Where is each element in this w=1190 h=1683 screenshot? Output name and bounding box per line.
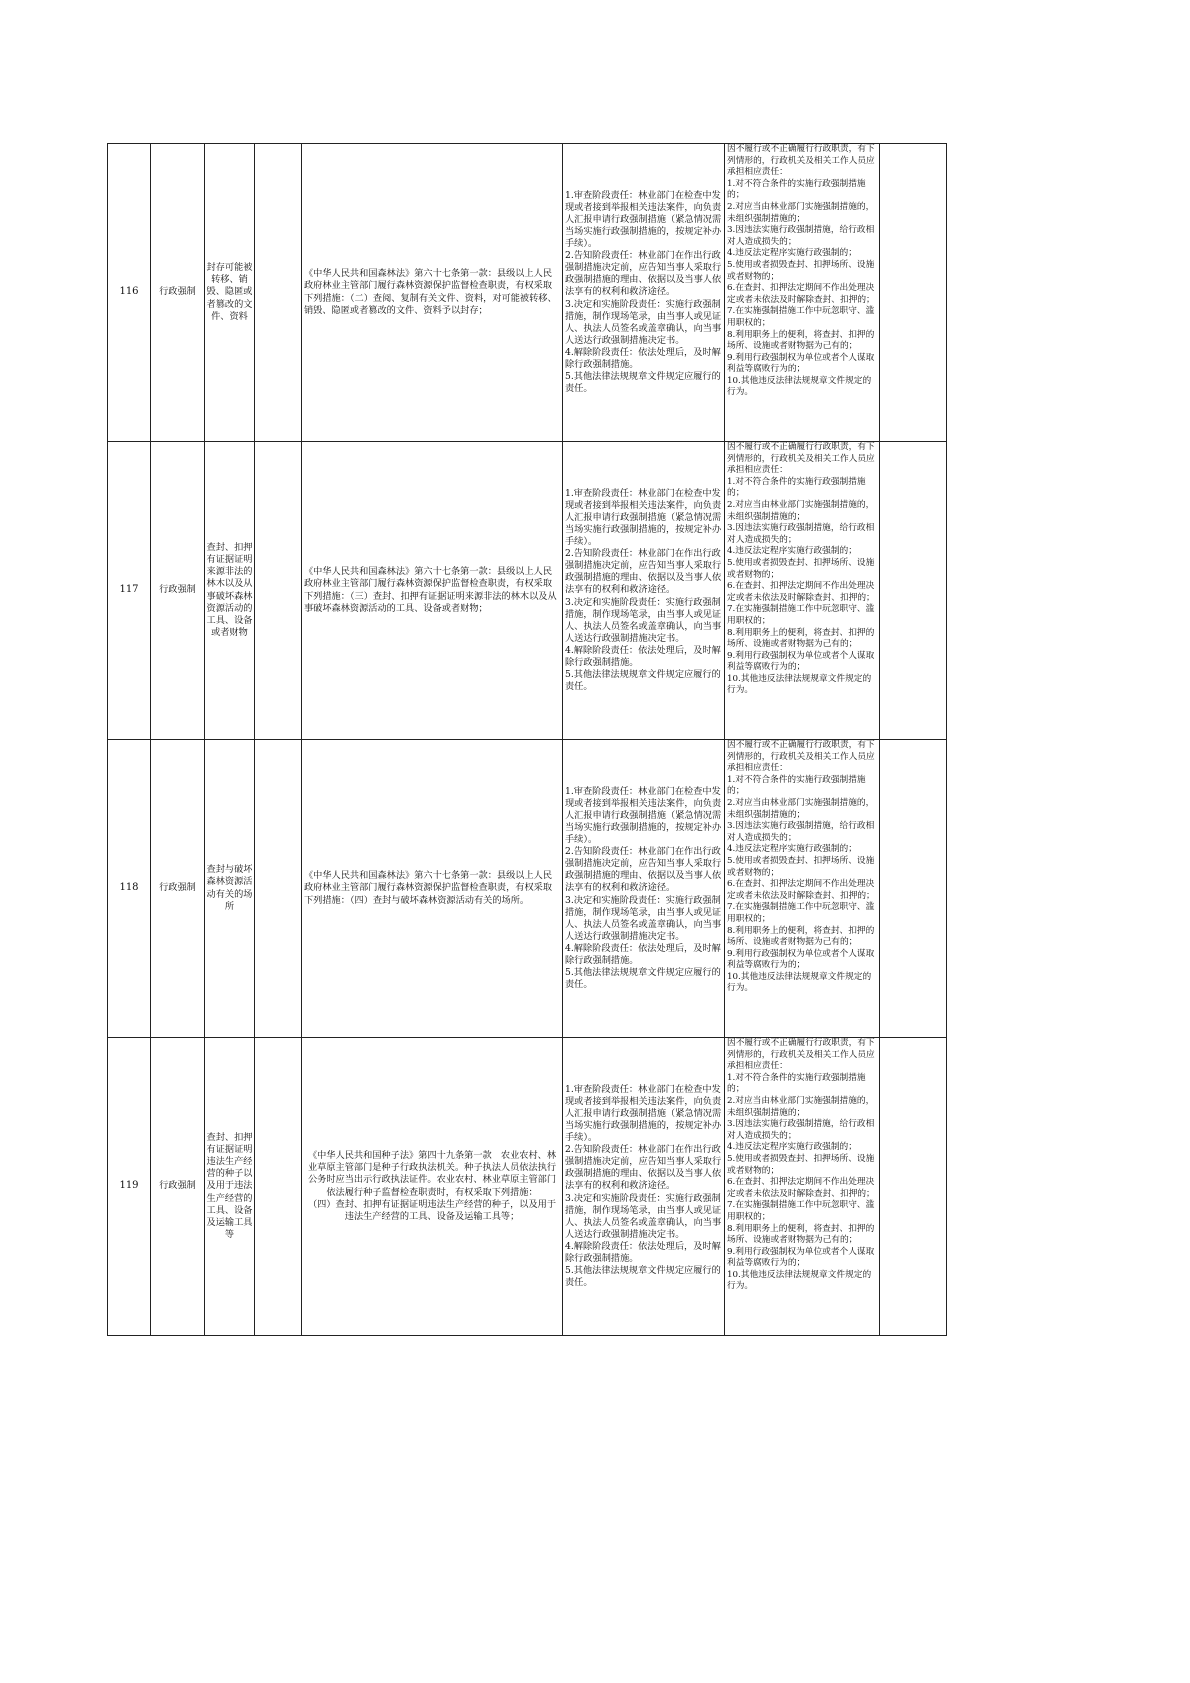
liability-item: 3.因违法实施行政强制措施，给行政相对人造成损失的； bbox=[727, 1119, 875, 1141]
liability-item: 10.其他违反法律法规规章文件规定的行为。 bbox=[727, 1269, 872, 1292]
category-cell: 行政强制 bbox=[151, 740, 205, 1038]
liability-item: 8.利用职务上的便利，将查封、扣押的场所、设施或者财物据为己有的； bbox=[727, 627, 875, 650]
category-cell: 行政强制 bbox=[151, 1038, 205, 1336]
responsibility-item: 1.审查阶段责任：林业部门在检查中发现或者接到举报相关违法案件，向负责人汇报申请行政强制措施（紧急情况需当场实施行政强制措施的，按规定补办手续）。 bbox=[565, 189, 722, 250]
responsibility-item: 4.解除阶段责任：依法处理后，及时解除行政强制措施。 bbox=[565, 1240, 721, 1265]
responsibility-item: 3.决定和实施阶段责任：实施行政强制措施，制作现场笔录，由当事人或见证人、执法人员签名或盖章确认，向当事人送达行政强制措施决定书。 bbox=[565, 596, 722, 644]
remarks-cell bbox=[880, 442, 947, 740]
liability-item: 5.使用或者损毁查封、扣押场所、设施或者财物的； bbox=[727, 1153, 875, 1176]
empty-cell bbox=[255, 442, 302, 740]
liability-cell bbox=[725, 442, 880, 740]
liability-item: 4.违反法定程序实施行政强制的； bbox=[727, 844, 857, 855]
liability-item: 2.对应当由林业部门实施强制措施的，未组织强制措施的； bbox=[727, 1095, 875, 1118]
responsibility-item: 1.审查阶段责任：林业部门在检查中发现或者接到举报相关违法案件，向负责人汇报申请行政强制措施（紧急情况需当场实施行政强制措施的，按规定补办手续）。 bbox=[565, 785, 722, 846]
liability-item: 因不履行或不正确履行行政职责，有下列情形的，行政机关及相关工作人员应承担相应责任： bbox=[727, 740, 875, 774]
liability-item: 6.在查封、扣押法定期间不作出处理决定或者未依法及时解除查封、扣押的； bbox=[727, 1177, 875, 1199]
liability-item: 8.利用职务上的便利，将查封、扣押的场所、设施或者财物据为己有的； bbox=[727, 925, 875, 948]
liability-item: 7.在实施强制措施工作中玩忽职守、滥用职权的； bbox=[727, 306, 875, 328]
remarks-cell bbox=[880, 1038, 947, 1336]
responsibility-cell bbox=[563, 144, 725, 442]
legal-basis-text: 《中华人民共和国森林法》第六十七条第一款：县级以上人民政府林业主管部门履行森林资源保护监督检查职责，有权采取下列措施：（四）查封与破坏森林资源活动有关的场所。 bbox=[304, 870, 553, 906]
empty-cell bbox=[255, 1038, 302, 1336]
table-row bbox=[108, 740, 947, 1038]
liability-item: 1.对不符合条件的实施行政强制措施的； bbox=[727, 476, 866, 499]
liability-cell bbox=[725, 1038, 880, 1336]
liability-item: 1.对不符合条件的实施行政强制措施的； bbox=[727, 178, 866, 201]
liability-item: 9.利用行政强制权为单位或者个人谋取利益等腐败行为的； bbox=[727, 650, 875, 673]
table-row bbox=[108, 442, 947, 740]
legal-basis-text: 《中华人民共和国种子法》第四十九条第一款 农业农村、林业草原主管部门是种子行政执法机关。种子执法人员依法执行公务时应当出示行政执法证件。农业农村、林业草原主管部门依法履行种子监督检查职责时，有权采取下列措施： bbox=[307, 1150, 557, 1198]
remarks-cell bbox=[880, 144, 947, 442]
row-number: 119 bbox=[108, 1038, 151, 1336]
row-number: 117 bbox=[108, 442, 151, 740]
responsibility-cell bbox=[563, 442, 725, 740]
responsibility-item: 5.其他法律法规规章文件规定应履行的责任。 bbox=[565, 1265, 721, 1289]
liability-item: 1.对不符合条件的实施行政强制措施的； bbox=[727, 774, 866, 797]
liability-item: 8.利用职务上的便利，将查封、扣押的场所、设施或者财物据为己有的； bbox=[727, 329, 875, 352]
table-row bbox=[108, 144, 947, 442]
liability-cell bbox=[725, 740, 880, 1038]
liability-item: 7.在实施强制措施工作中玩忽职守、滥用职权的； bbox=[727, 604, 875, 626]
legal-basis-cell bbox=[302, 144, 563, 442]
liability-item: 10.其他违反法律法规规章文件规定的行为。 bbox=[727, 673, 872, 696]
liability-item: 4.违反法定程序实施行政强制的； bbox=[727, 248, 857, 259]
liability-item: 5.使用或者损毁查封、扣押场所、设施或者财物的； bbox=[727, 855, 875, 878]
responsibility-item: 3.决定和实施阶段责任：实施行政强制措施，制作现场笔录，由当事人或见证人、执法人员签名或盖章确认，向当事人送达行政强制措施决定书。 bbox=[565, 298, 722, 346]
responsibility-cell bbox=[563, 1038, 725, 1336]
row-number: 118 bbox=[108, 740, 151, 1038]
responsibility-item: 2.告知阶段责任：林业部门在作出行政强制措施决定前，应告知当事人采取行政强制措施的理由、依据以及当事人依法享有的权利和救济途径。 bbox=[565, 250, 722, 298]
row-number: 116 bbox=[108, 144, 151, 442]
liability-item: 3.因违法实施行政强制措施，给行政相对人造成损失的； bbox=[727, 523, 875, 545]
responsibility-cell bbox=[563, 740, 725, 1038]
empty-cell bbox=[255, 740, 302, 1038]
legal-basis-text: 《中华人民共和国森林法》第六十七条第一款：县级以上人民政府林业主管部门履行森林资源保护监督检查职责，有权采取下列措施：（三）查封、扣押有证据证明来源非法的林木以及从事破坏森林资源活动的工具、设备或者财物； bbox=[304, 566, 557, 614]
liability-item: 10.其他违反法律法规规章文件规定的行为。 bbox=[727, 375, 872, 398]
liability-cell bbox=[725, 144, 880, 442]
liability-item: 2.对应当由林业部门实施强制措施的，未组织强制措施的； bbox=[727, 499, 875, 522]
liability-item: 4.违反法定程序实施行政强制的； bbox=[727, 546, 857, 557]
liability-item: 4.违反法定程序实施行政强制的； bbox=[727, 1142, 857, 1153]
table-row bbox=[108, 1038, 947, 1336]
liability-item: 7.在实施强制措施工作中玩忽职守、滥用职权的； bbox=[727, 1200, 875, 1222]
responsibility-item: 5.其他法律法规规章文件规定应履行的责任。 bbox=[565, 967, 721, 991]
liability-item: 6.在查封、扣押法定期间不作出处理决定或者未依法及时解除查封、扣押的； bbox=[727, 283, 875, 305]
responsibility-item: 4.解除阶段责任：依法处理后，及时解除行政强制措施。 bbox=[565, 942, 721, 967]
legal-basis-text: （四）查封、扣押有证据证明违法生产经营的种子，以及用于违法生产经营的工具、设备及运输工具等； bbox=[307, 1198, 557, 1222]
legal-basis-cell bbox=[302, 442, 563, 740]
responsibility-item: 4.解除阶段责任：依法处理后，及时解除行政强制措施。 bbox=[565, 644, 721, 669]
liability-item: 3.因违法实施行政强制措施，给行政相对人造成损失的； bbox=[727, 225, 875, 247]
liability-item: 2.对应当由林业部门实施强制措施的，未组织强制措施的； bbox=[727, 797, 875, 820]
responsibility-item: 2.告知阶段责任：林业部门在作出行政强制措施决定前，应告知当事人采取行政强制措施的理由、依据以及当事人依法享有的权利和救济途径。 bbox=[565, 548, 722, 596]
liability-item: 5.使用或者损毁查封、扣押场所、设施或者财物的； bbox=[727, 557, 875, 580]
liability-item: 10.其他违反法律法规规章文件规定的行为。 bbox=[727, 971, 872, 994]
liability-item: 9.利用行政强制权为单位或者个人谋取利益等腐败行为的； bbox=[727, 352, 875, 375]
item-name-cell: 查封与破坏森林资源活动有关的场所 bbox=[205, 740, 255, 1038]
responsibility-item: 3.决定和实施阶段责任：实施行政强制措施，制作现场笔录，由当事人或见证人、执法人员签名或盖章确认，向当事人送达行政强制措施决定书。 bbox=[565, 894, 722, 942]
category-cell: 行政强制 bbox=[151, 442, 205, 740]
liability-item: 5.使用或者损毁查封、扣押场所、设施或者财物的； bbox=[727, 259, 875, 282]
responsibility-item: 4.解除阶段责任：依法处理后，及时解除行政强制措施。 bbox=[565, 346, 721, 371]
item-name-cell: 封存可能被转移、销毁、隐匿或者篡改的文件、资料 bbox=[205, 144, 255, 442]
legal-basis-cell bbox=[302, 740, 563, 1038]
item-name-cell: 查封、扣押有证据证明违法生产经营的种子以及用于违法生产经营的工具、设备及运输工具等 bbox=[205, 1038, 255, 1336]
liability-item: 因不履行或不正确履行行政职责，有下列情形的，行政机关及相关工作人员应承担相应责任： bbox=[727, 144, 875, 178]
enforcement-table bbox=[107, 143, 947, 1336]
liability-item: 6.在查封、扣押法定期间不作出处理决定或者未依法及时解除查封、扣押的； bbox=[727, 879, 875, 901]
legal-basis-text: 《中华人民共和国森林法》第六十七条第一款：县级以上人民政府林业主管部门履行森林资源保护监督检查职责，有权采取下列措施：（二）查阅、复制有关文件、资料，对可能被转移、销毁、隐匿或者篡改的文件、资料予以封存； bbox=[304, 268, 557, 316]
responsibility-item: 2.告知阶段责任：林业部门在作出行政强制措施决定前，应告知当事人采取行政强制措施的理由、依据以及当事人依法享有的权利和救济途径。 bbox=[565, 1144, 722, 1192]
liability-item: 9.利用行政强制权为单位或者个人谋取利益等腐败行为的； bbox=[727, 948, 875, 971]
liability-item: 8.利用职务上的便利，将查封、扣押的场所、设施或者财物据为己有的； bbox=[727, 1223, 875, 1246]
legal-basis-cell bbox=[302, 1038, 563, 1336]
liability-item: 2.对应当由林业部门实施强制措施的，未组织强制措施的； bbox=[727, 201, 875, 224]
responsibility-item: 2.告知阶段责任：林业部门在作出行政强制措施决定前，应告知当事人采取行政强制措施的理由、依据以及当事人依法享有的权利和救济途径。 bbox=[565, 846, 722, 894]
liability-item: 7.在实施强制措施工作中玩忽职守、滥用职权的； bbox=[727, 902, 875, 924]
responsibility-item: 3.决定和实施阶段责任：实施行政强制措施，制作现场笔录，由当事人或见证人、执法人员签名或盖章确认，向当事人送达行政强制措施决定书。 bbox=[565, 1192, 722, 1240]
responsibility-item: 1.审查阶段责任：林业部门在检查中发现或者接到举报相关违法案件，向负责人汇报申请行政强制措施（紧急情况需当场实施行政强制措施的，按规定补办手续）。 bbox=[565, 487, 722, 548]
responsibility-item: 1.审查阶段责任：林业部门在检查中发现或者接到举报相关违法案件，向负责人汇报申请行政强制措施（紧急情况需当场实施行政强制措施的，按规定补办手续）。 bbox=[565, 1083, 722, 1144]
category-cell: 行政强制 bbox=[151, 144, 205, 442]
liability-item: 因不履行或不正确履行行政职责，有下列情形的，行政机关及相关工作人员应承担相应责任： bbox=[727, 1038, 875, 1072]
liability-item: 3.因违法实施行政强制措施，给行政相对人造成损失的； bbox=[727, 821, 875, 843]
remarks-cell bbox=[880, 740, 947, 1038]
liability-item: 1.对不符合条件的实施行政强制措施的； bbox=[727, 1072, 866, 1095]
item-name-cell: 查封、扣押有证据证明来源非法的林木以及从事破坏森林资源活动的工具、设备或者财物 bbox=[205, 442, 255, 740]
liability-item: 6.在查封、扣押法定期间不作出处理决定或者未依法及时解除查封、扣押的； bbox=[727, 581, 875, 603]
liability-item: 因不履行或不正确履行行政职责，有下列情形的，行政机关及相关工作人员应承担相应责任： bbox=[727, 442, 875, 476]
responsibility-item: 5.其他法律法规规章文件规定应履行的责任。 bbox=[565, 669, 721, 693]
empty-cell bbox=[255, 144, 302, 442]
liability-item: 9.利用行政强制权为单位或者个人谋取利益等腐败行为的； bbox=[727, 1246, 875, 1269]
responsibility-item: 5.其他法律法规规章文件规定应履行的责任。 bbox=[565, 371, 721, 395]
